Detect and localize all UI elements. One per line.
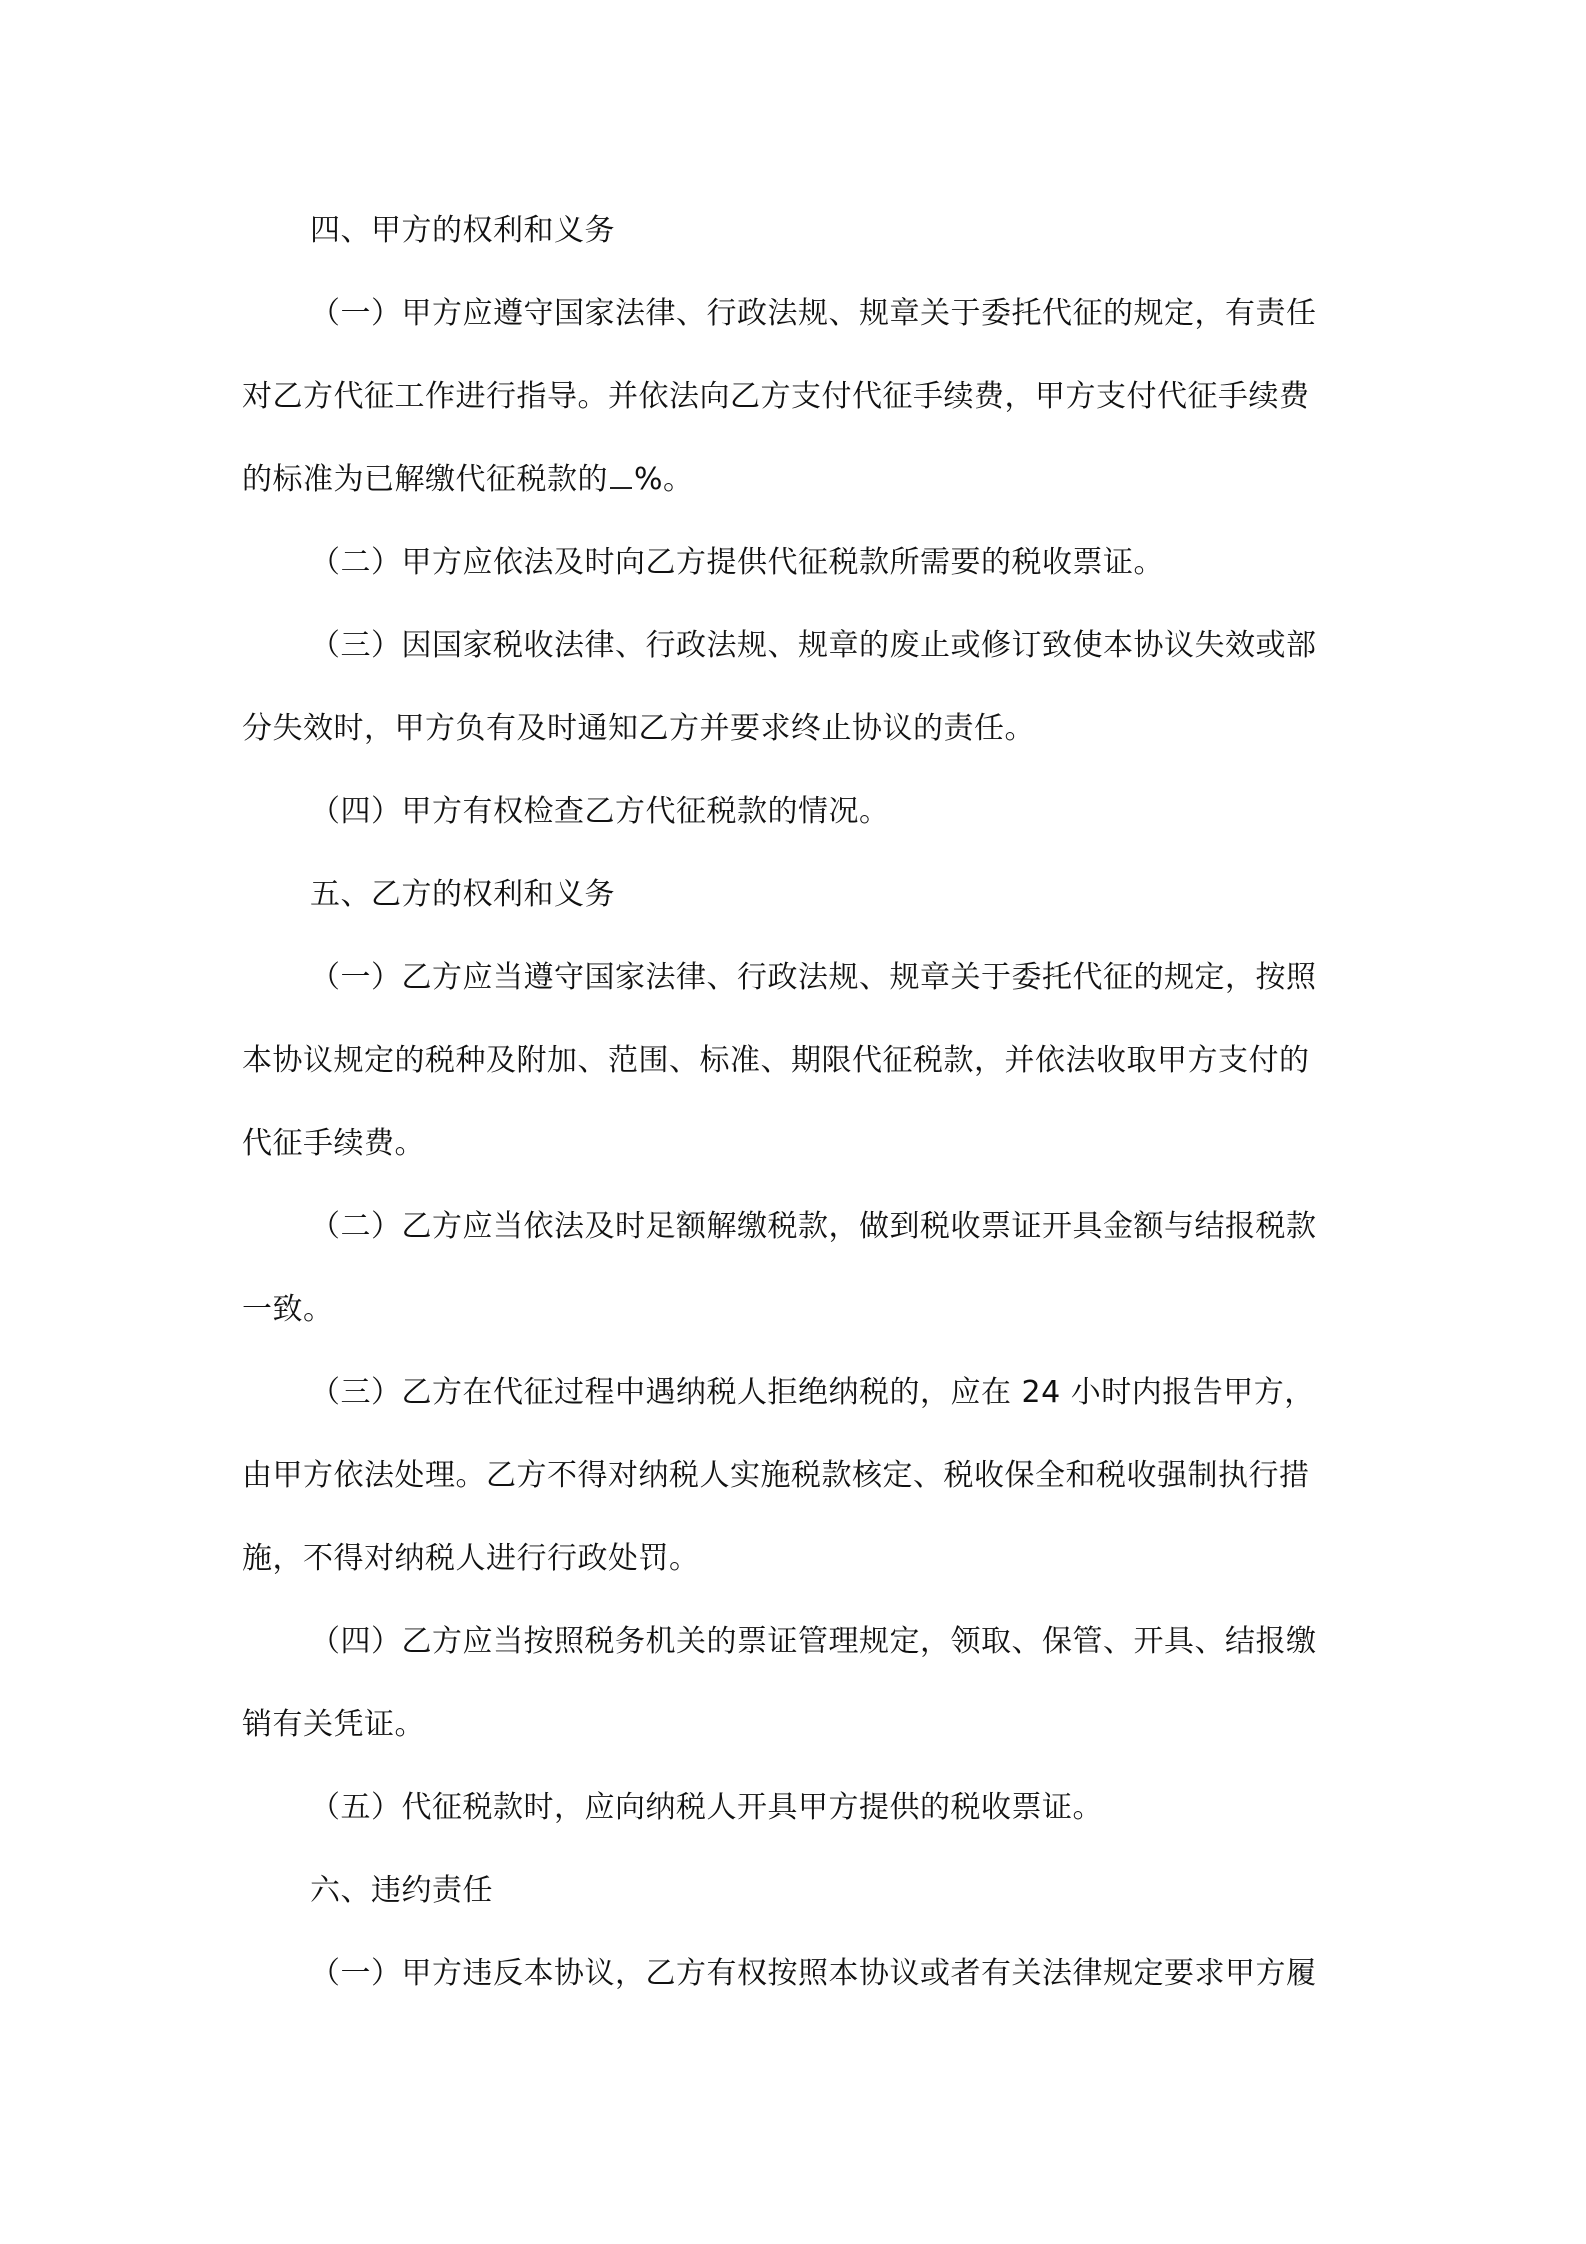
section-5-item-1-line-2: 本协议规定的税种及附加、范围、标准、期限代征税款，并依法收取甲方支付的	[242, 1043, 1310, 1078]
section-4-item-1-line-3-text: 的标准为已解缴代征税款的	[242, 462, 608, 497]
section-4-item-2: （二）甲方应依法及时向乙方提供代征税款所需要的税收票证。	[310, 545, 1164, 580]
blank-underline	[610, 461, 632, 489]
section-4-item-1-line-3	[242, 460, 694, 500]
section-5-item-2-line-1: （二）乙方应当依法及时足额解缴税款，做到税收票证开具金额与结报税款	[310, 1209, 1317, 1244]
section-5-item-4-line-1: （四）乙方应当按照税务机关的票证管理规定，领取、保管、开具、结报缴	[310, 1624, 1317, 1659]
section-4-item-3-line-2: 分失效时，甲方负有及时通知乙方并要求终止协议的责任。	[242, 711, 1035, 746]
section-4-item-3-line-1: （三）因国家税收法律、行政法规、规章的废止或修订致使本协议失效或部	[310, 628, 1317, 663]
section-5-item-3-line-1: （三）乙方在代征过程中遇纳税人拒绝纳税的，应在 24 小时内报告甲方，	[310, 1375, 1315, 1410]
section-5-item-5: （五）代征税款时，应向纳税人开具甲方提供的税收票证。	[310, 1790, 1103, 1825]
section-5-item-1-line-1: （一）乙方应当遵守国家法律、行政法规、规章关于委托代征的规定，按照	[310, 960, 1317, 995]
section-5-item-1-line-3: 代征手续费。	[242, 1126, 425, 1161]
section-6-item-1-line-1: （一）甲方违反本协议，乙方有权按照本协议或者有关法律规定要求甲方履	[310, 1956, 1317, 1991]
section-4-item-1-line-1: （一）甲方应遵守国家法律、行政法规、规章关于委托代征的规定，有责任	[310, 296, 1317, 331]
section-6-heading: 六、违约责任	[310, 1873, 493, 1908]
section-5-item-4-line-2: 销有关凭证。	[242, 1707, 425, 1742]
section-4-heading: 四、甲方的权利和义务	[310, 213, 615, 248]
section-5-item-3-line-3: 施，不得对纳税人进行行政处罚。	[242, 1541, 700, 1576]
section-4-item-4: （四）甲方有权检查乙方代征税款的情况。	[310, 794, 890, 829]
section-4-item-1-line-3-suffix: %。	[634, 462, 694, 497]
section-5-item-2-line-2: 一致。	[242, 1292, 334, 1327]
section-4-item-1-line-2: 对乙方代征工作进行指导。并依法向乙方支付代征手续费，甲方支付代征手续费	[242, 379, 1310, 414]
section-5-item-3-line-2: 由甲方依法处理。乙方不得对纳税人实施税款核定、税收保全和税收强制执行措	[242, 1458, 1310, 1493]
section-5-heading: 五、乙方的权利和义务	[310, 877, 615, 912]
